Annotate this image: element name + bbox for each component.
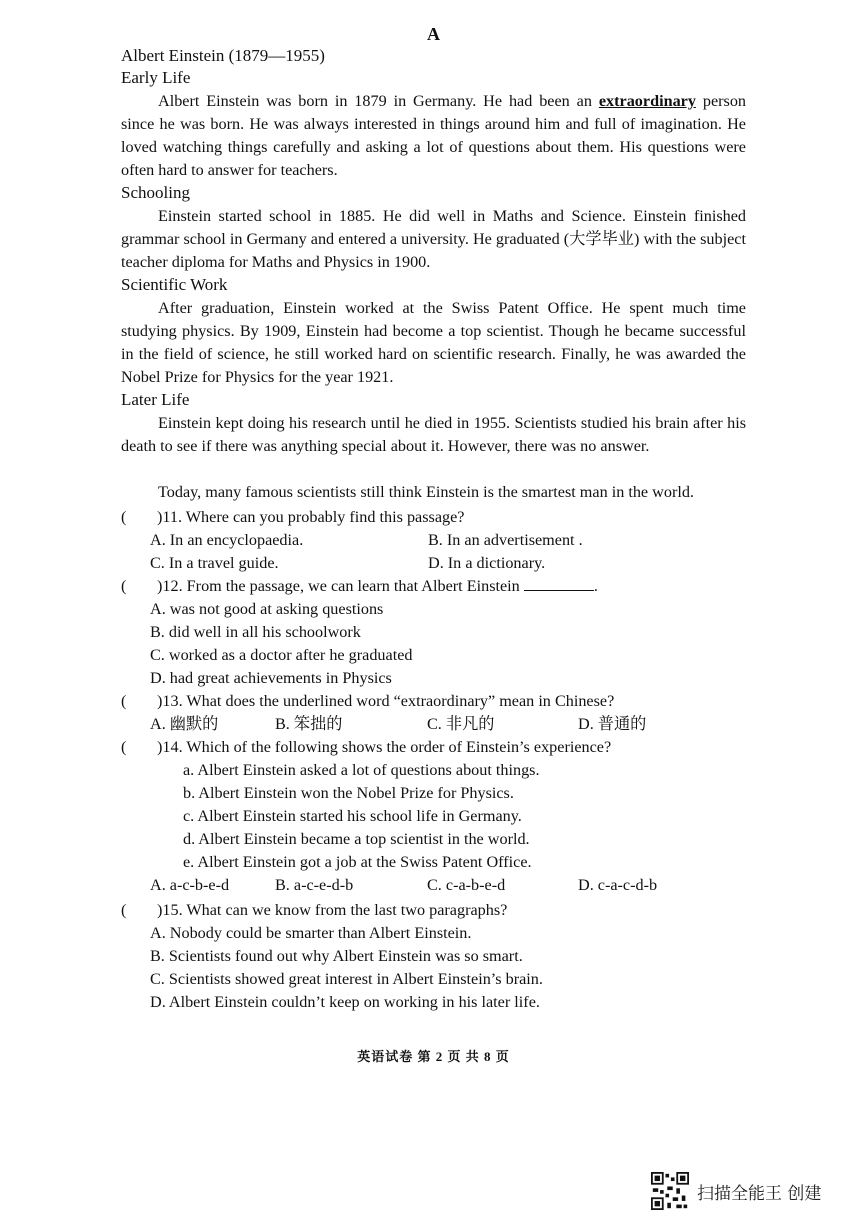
q14-event-a: a. Albert Einstein asked a lot of questions about things.: [183, 761, 540, 779]
q11-option-c: C. In a travel guide.: [150, 554, 279, 572]
q13-option-a: A. 幽默的: [150, 715, 219, 733]
q11-option-a: A. In an encyclopaedia.: [150, 531, 304, 549]
answer-paren[interactable]: (: [121, 738, 127, 756]
q14-option-d: D. c-a-c-d-b: [578, 876, 658, 894]
answer-paren[interactable]: (: [121, 901, 127, 919]
q15-option-b: B. Scientists found out why Albert Einstein was so smart.: [150, 947, 523, 965]
question-12: [121, 575, 761, 598]
watermark-text: 扫描全能王 创建: [697, 1183, 822, 1204]
question-11-stem: )11. Where can you probably find this passage?: [157, 508, 465, 526]
later-life-text: Einstein kept doing his research until he died in 1955. Scientists studied his brain after his death to see if there was anything special about it. However, there was no answer.: [121, 414, 746, 455]
q14-event-e: e. Albert Einstein got a job at the Swiss Patent Office.: [183, 853, 532, 871]
early-life-text-before: Albert Einstein was born in 1879 in Germany. He had been an: [158, 92, 599, 110]
answer-paren[interactable]: (: [121, 577, 127, 595]
paragraph-later-life: [121, 412, 746, 458]
q15-option-a: A. Nobody could be smarter than Albert Einstein.: [150, 924, 472, 942]
q14-option-b: B. a-c-e-d-b: [275, 876, 354, 894]
q15-option-c: C. Scientists showed great interest in Albert Einstein’s brain.: [150, 970, 543, 988]
passage-title: Albert Einstein (1879—1955): [121, 46, 325, 65]
q14-option-a: A. a-c-b-e-d: [150, 876, 230, 894]
section-letter: A: [427, 24, 440, 44]
q13-option-b: B. 笨拙的: [275, 715, 343, 733]
scientific-work-text: After graduation, Einstein worked at the Swiss Patent Office. He spent much time studying physics. By 1909, Einstein had become a top scientist. Though he became successful in the field of science, he still worked hard on scientific research. Finally, he was awarded the Nobel Prize for Physics for the year 1921.: [121, 299, 746, 386]
q14-event-d: d. Albert Einstein became a top scientist in the world.: [183, 830, 530, 848]
question-12-stem-end: .: [593, 577, 598, 595]
underlined-word: extraordinary: [598, 92, 696, 110]
answer-blank: [524, 576, 594, 591]
page-footer: 英语试卷 第 2 页 共 8 页: [357, 1049, 510, 1064]
heading-scientific-work: Scientific Work: [121, 275, 228, 294]
question-15: [121, 899, 761, 922]
scanner-watermark: [651, 1172, 821, 1210]
early-life-text-after: person since he was born. He was always interested in things around him and full of imagination. He loved watching things carefully and asking a lot of questions about them. His questions were often hard to answer for teachers.: [121, 92, 747, 179]
heading-schooling: Schooling: [121, 183, 190, 202]
question-14: [121, 736, 761, 759]
q12-option-d: D. had great achievements in Physics: [150, 669, 392, 687]
q15-option-d: D. Albert Einstein couldn’t keep on working in his later life.: [150, 993, 540, 1011]
qr-code-icon: [651, 1172, 689, 1210]
question-11: [121, 506, 761, 529]
q14-event-c: c. Albert Einstein started his school life in Germany.: [183, 807, 522, 825]
q12-option-b: B. did well in all his schoolwork: [150, 623, 361, 641]
q12-option-c: C. worked as a doctor after he graduated: [150, 646, 413, 664]
answer-paren[interactable]: (: [121, 692, 127, 710]
question-15-stem: )15. What can we know from the last two paragraphs?: [157, 901, 508, 919]
schooling-text: Einstein started school in 1885. He did well in Maths and Science. Einstein finished grammar school in Germany and entered a university. He graduated (大学毕业) with the subject teacher diploma for Maths and Physics in 1900.: [121, 207, 746, 271]
q13-option-d: D. 普通的: [578, 715, 647, 733]
q12-option-a: A. was not good at asking questions: [150, 600, 384, 618]
q14-event-b: b. Albert Einstein won the Nobel Prize for Physics.: [183, 784, 514, 802]
paragraph-closing: [121, 481, 746, 504]
heading-early-life: Early Life: [121, 68, 191, 87]
heading-later-life: Later Life: [121, 390, 190, 409]
q13-option-c: C. 非凡的: [427, 715, 495, 733]
q11-option-b: B. In an advertisement .: [428, 531, 583, 549]
q11-option-d: D. In a dictionary.: [428, 554, 546, 572]
q14-option-c: C. c-a-b-e-d: [427, 876, 506, 894]
question-13: [121, 690, 761, 713]
question-13-stem: )13. What does the underlined word “extraordinary” mean in Chinese?: [157, 692, 615, 710]
paragraph-early-life: [121, 90, 746, 182]
paragraph-scientific-work: [121, 297, 746, 389]
closing-text: Today, many famous scientists still think Einstein is the smartest man in the world.: [158, 483, 694, 501]
question-14-stem: )14. Which of the following shows the order of Einstein’s experience?: [157, 738, 612, 756]
paragraph-schooling: [121, 205, 746, 274]
question-12-stem: )12. From the passage, we can learn that Albert Einstein: [157, 577, 520, 595]
answer-paren[interactable]: (: [121, 508, 127, 526]
